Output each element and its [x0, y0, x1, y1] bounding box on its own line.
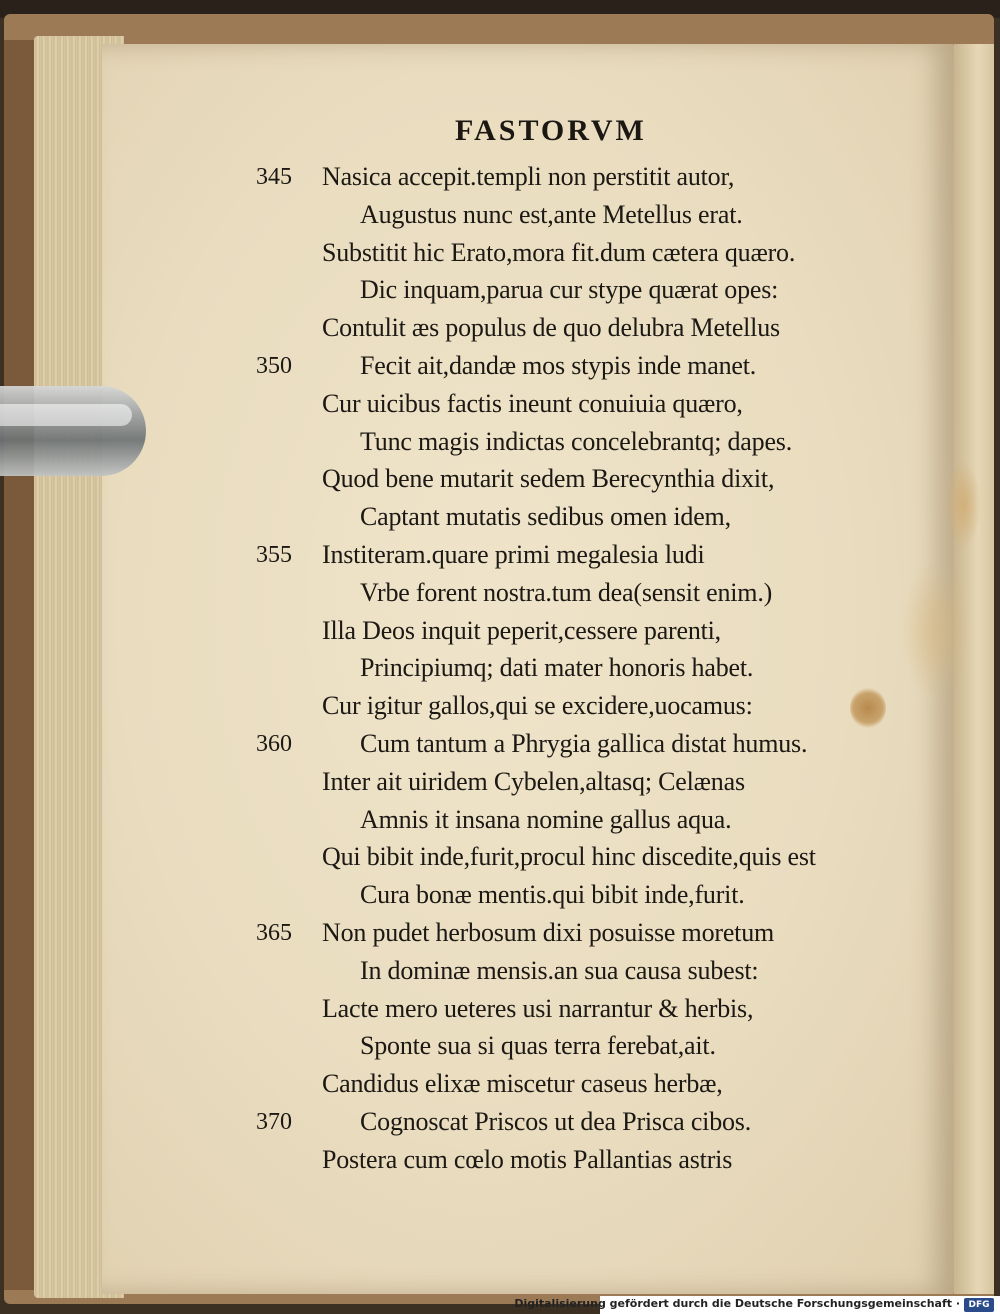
page-clamp	[0, 386, 146, 476]
line-number: 350	[256, 353, 292, 379]
paper-stain	[850, 688, 886, 728]
line-number: 365	[256, 920, 292, 946]
dfg-logo: DFG	[964, 1298, 994, 1312]
verse-line: Non pudet herbosum dixi posuisse moretum	[322, 918, 775, 947]
digitization-credit: Digitalisierung gefördert durch die Deutsche Forschungsgemeinschaft ·	[514, 1297, 960, 1310]
verse-line: Amnis it insana nomine gallus aqua.	[360, 804, 732, 834]
verse-line: Candidus elixæ miscetur caseus herbæ,	[322, 1069, 723, 1099]
verse-line: Illa Deos inquit peperit,cessere parenti,	[322, 615, 721, 645]
verse-line: Cura bonæ mentis.qui bibit inde,furit.	[360, 880, 745, 910]
verse-line: Postera cum cœlo motis Pallantias astris	[322, 1144, 733, 1174]
verse-line: Fecit ait,dandæ mos stypis inde manet.	[360, 351, 757, 380]
paper-stain	[900, 560, 970, 700]
verse-line: Cum tantum a Phrygia gallica distat humus.	[360, 729, 808, 758]
line-number: 355	[256, 542, 292, 568]
verse-line: Qui bibit inde,furit,procul hinc discedite,quis est	[322, 842, 816, 872]
page-heading: FASTORVM	[455, 114, 647, 147]
page-clamp-highlight	[0, 404, 132, 426]
verse-line: Quod bene mutarit sedem Berecynthia dixit,	[322, 464, 775, 494]
line-number: 360	[256, 731, 292, 757]
line-number: 345	[256, 164, 292, 190]
line-number: 370	[256, 1109, 292, 1135]
verse-line: Nasica accepit.templi non perstitit autor,	[322, 162, 735, 191]
verse-line: Tunc magis indictas concelebrantq; dapes.	[360, 426, 793, 456]
verse-line: Sponte sua si quas terra ferebat,ait.	[360, 1031, 716, 1061]
verse-line: Vrbe forent nostra.tum dea(sensit enim.)	[360, 577, 773, 607]
verse-line: Contulit æs populus de quo delubra Metellus	[322, 313, 780, 343]
verse-line: In dominæ mensis.an sua causa subest:	[360, 955, 759, 985]
paper-stain	[945, 460, 981, 550]
bleed-through	[690, 112, 697, 142]
verse-line: Institeram.quare primi megalesia ludi	[322, 540, 705, 569]
verse-line: Cognoscat Priscos ut dea Prisca cibos.	[360, 1107, 752, 1136]
verse-line: Cur igitur gallos,qui se excidere,uocamus:	[322, 691, 753, 721]
verse-line: Lacte mero ueteres usi narrantur & herbis,	[322, 993, 754, 1023]
verse-line: Principiumq; dati mater honoris habet.	[360, 653, 754, 683]
verse-line: Substitit hic Erato,mora fit.dum cætera quæro.	[322, 237, 796, 267]
cover-edge	[4, 40, 38, 1290]
verse-line: Augustus nunc est,ante Metellus erat.	[360, 199, 743, 229]
verse-line: Cur uicibus factis ineunt conuiuia quæro,	[322, 388, 743, 418]
verse-line: Inter ait uiridem Cybelen,altasq; Celænas	[322, 766, 745, 796]
verse-line: Captant mutatis sedibus omen idem,	[360, 502, 731, 532]
verse-line: Dic inquam,parua cur stype quærat opes:	[360, 275, 779, 305]
